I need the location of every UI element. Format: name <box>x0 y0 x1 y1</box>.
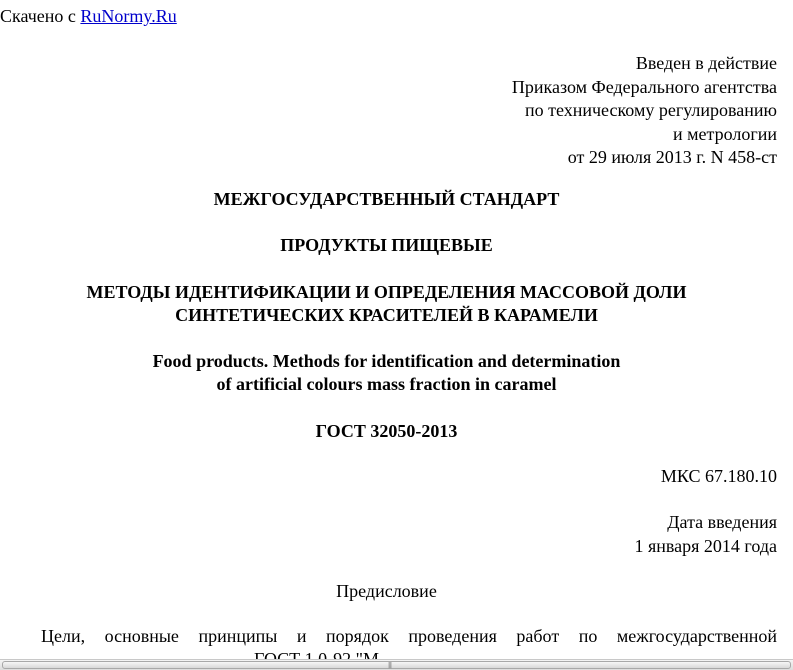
title-ru-line-2: СИНТЕТИЧЕСКИХ КРАСИТЕЛЕЙ В КАРАМЕЛИ <box>175 305 598 325</box>
title-ru-line-1: МЕТОДЫ ИДЕНТИФИКАЦИИ И ОПРЕДЕЛЕНИЯ МАССОВОЙ ДОЛИ <box>86 282 687 302</box>
enactment-block <box>512 52 777 170</box>
enacted-line-4: и метрологии <box>673 123 777 144</box>
enacted-line-2: Приказом Федерального агентства <box>511 76 777 97</box>
enacted-line-3: по техническому регулированию <box>524 100 777 120</box>
source-prefix: Скачено с <box>0 6 81 26</box>
title-en-line-2: of artificial colours mass fraction in caramel <box>216 374 557 394</box>
enacted-line-1: Введен в действие <box>635 53 777 73</box>
runormy-link[interactable]: RuNormy.Ru <box>80 6 177 26</box>
enacted-line-5: от 29 июля 2013 г. N 458-ст <box>567 147 777 167</box>
gost-number: ГОСТ 32050-2013 <box>315 421 458 441</box>
standard-type-heading: МЕЖГОСУДАРСТВЕННЫЙ СТАНДАРТ <box>213 189 560 209</box>
preface-text-line-1: Цели, основные принципы и порядок проведения работ по межгосударственной <box>41 626 777 646</box>
category-heading: ПРОДУКТЫ ПИЩЕВЫЕ <box>280 235 493 255</box>
intro-date-block <box>634 511 777 558</box>
intro-date-label: Дата введения <box>667 512 777 532</box>
grip-icon: ||| <box>388 662 392 669</box>
horizontal-scrollbar[interactable] <box>0 659 793 670</box>
intro-date-value: 1 января 2014 года <box>634 535 777 556</box>
preface-heading: Предисловие <box>336 581 437 601</box>
mks-code <box>661 465 777 489</box>
mks-value: МКС 67.180.10 <box>660 466 777 486</box>
scrollbar-thumb[interactable] <box>2 661 791 669</box>
source-line <box>0 5 177 27</box>
title-en-line-1: Food products. Methods for identification and determination <box>152 351 621 371</box>
